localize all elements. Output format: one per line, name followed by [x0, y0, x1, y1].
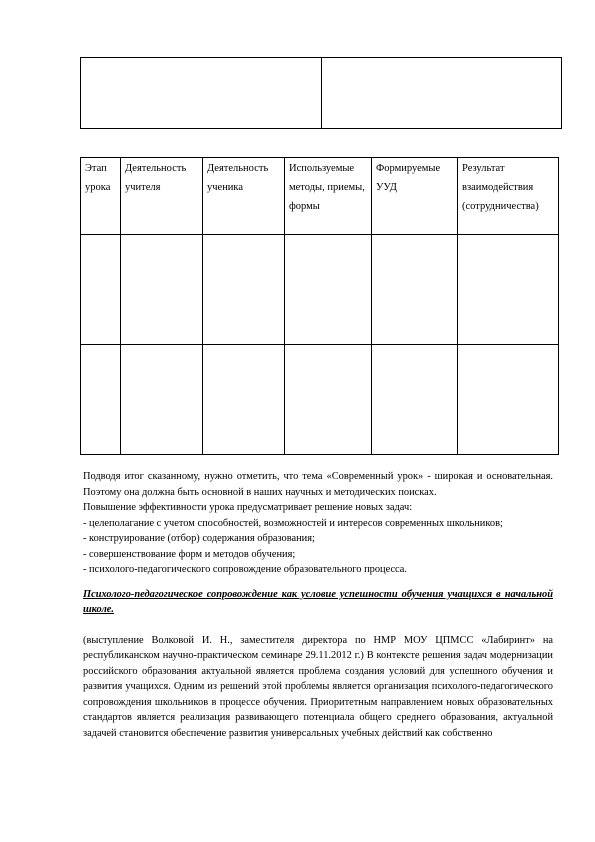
list-item: - совершенствование форм и методов обучения; — [83, 548, 296, 560]
lesson-plan-table — [80, 157, 559, 455]
list-item: - целеполагание с учетом способностей, возможностей и интересов современных школьников; — [83, 517, 503, 529]
blank-header-table — [80, 57, 562, 129]
speech-paragraph: (выступление Волковой И. Н., заместителя директора по НМР МОУ ЦПМСС «Лабиринт» на республиканском научно-практическом семинаре 29.11.2012 г.) В контексте решения задач модернизации российского образования актуальной является проблема создания условий для успешного обучения и развития учащихся. Одним из решений этой проблемы является организация психолого-педагогического сопровождения школьников в процессе обучения. Приоритетным направлением новых образовательных стандартов является реализация развивающего потенциала общего среднего образования, актуальной задачей становится обеспечение развития универсальных учебных действий как собственно — [83, 634, 553, 739]
list-item: - психолого-педагогического сопровождение образовательного процесса. — [83, 564, 408, 575]
table-cell — [81, 345, 121, 455]
table-cell — [372, 235, 458, 345]
table-cell — [458, 235, 559, 345]
header-student-activity: Деятельность ученика — [203, 158, 285, 235]
tasks-intro: Повышение эффективности урока предусматривает решение новых задач: — [83, 502, 413, 513]
table-row — [81, 345, 559, 455]
header-uud: Формируемые УУД — [372, 158, 458, 235]
blank-cell-left — [81, 58, 322, 129]
table-cell — [285, 345, 372, 455]
table-cell — [203, 345, 285, 455]
table-cell — [285, 235, 372, 345]
header-methods: Используемые методы, приемы, формы — [285, 158, 372, 235]
header-result: Результат взаимодействия (сотрудничества) — [458, 158, 559, 235]
blank-cell-right — [321, 58, 562, 129]
table-cell — [121, 235, 203, 345]
table-cell — [121, 345, 203, 455]
summary-paragraph: Подводя итог сказанному, нужно отметить, что тема «Современный урок» - широкая и основательная. Поэтому она должна быть основной в наших научных и методических поисках. — [83, 471, 553, 498]
header-teacher-activity: Деятельность учителя — [121, 158, 203, 235]
table-cell — [81, 235, 121, 345]
table-cell — [203, 235, 285, 345]
body-text — [83, 469, 553, 741]
section-heading: Психолого-педагогическое сопровождение как условие успешности обучения учащихся в начальной школе. — [83, 588, 553, 615]
header-stage: Этап урока — [81, 158, 121, 235]
table-header-row — [81, 158, 559, 235]
list-item: - конструирование (отбор) содержания образования; — [83, 533, 315, 544]
table-cell — [458, 345, 559, 455]
table-row — [81, 235, 559, 345]
table-cell — [372, 345, 458, 455]
spacer — [83, 618, 553, 633]
